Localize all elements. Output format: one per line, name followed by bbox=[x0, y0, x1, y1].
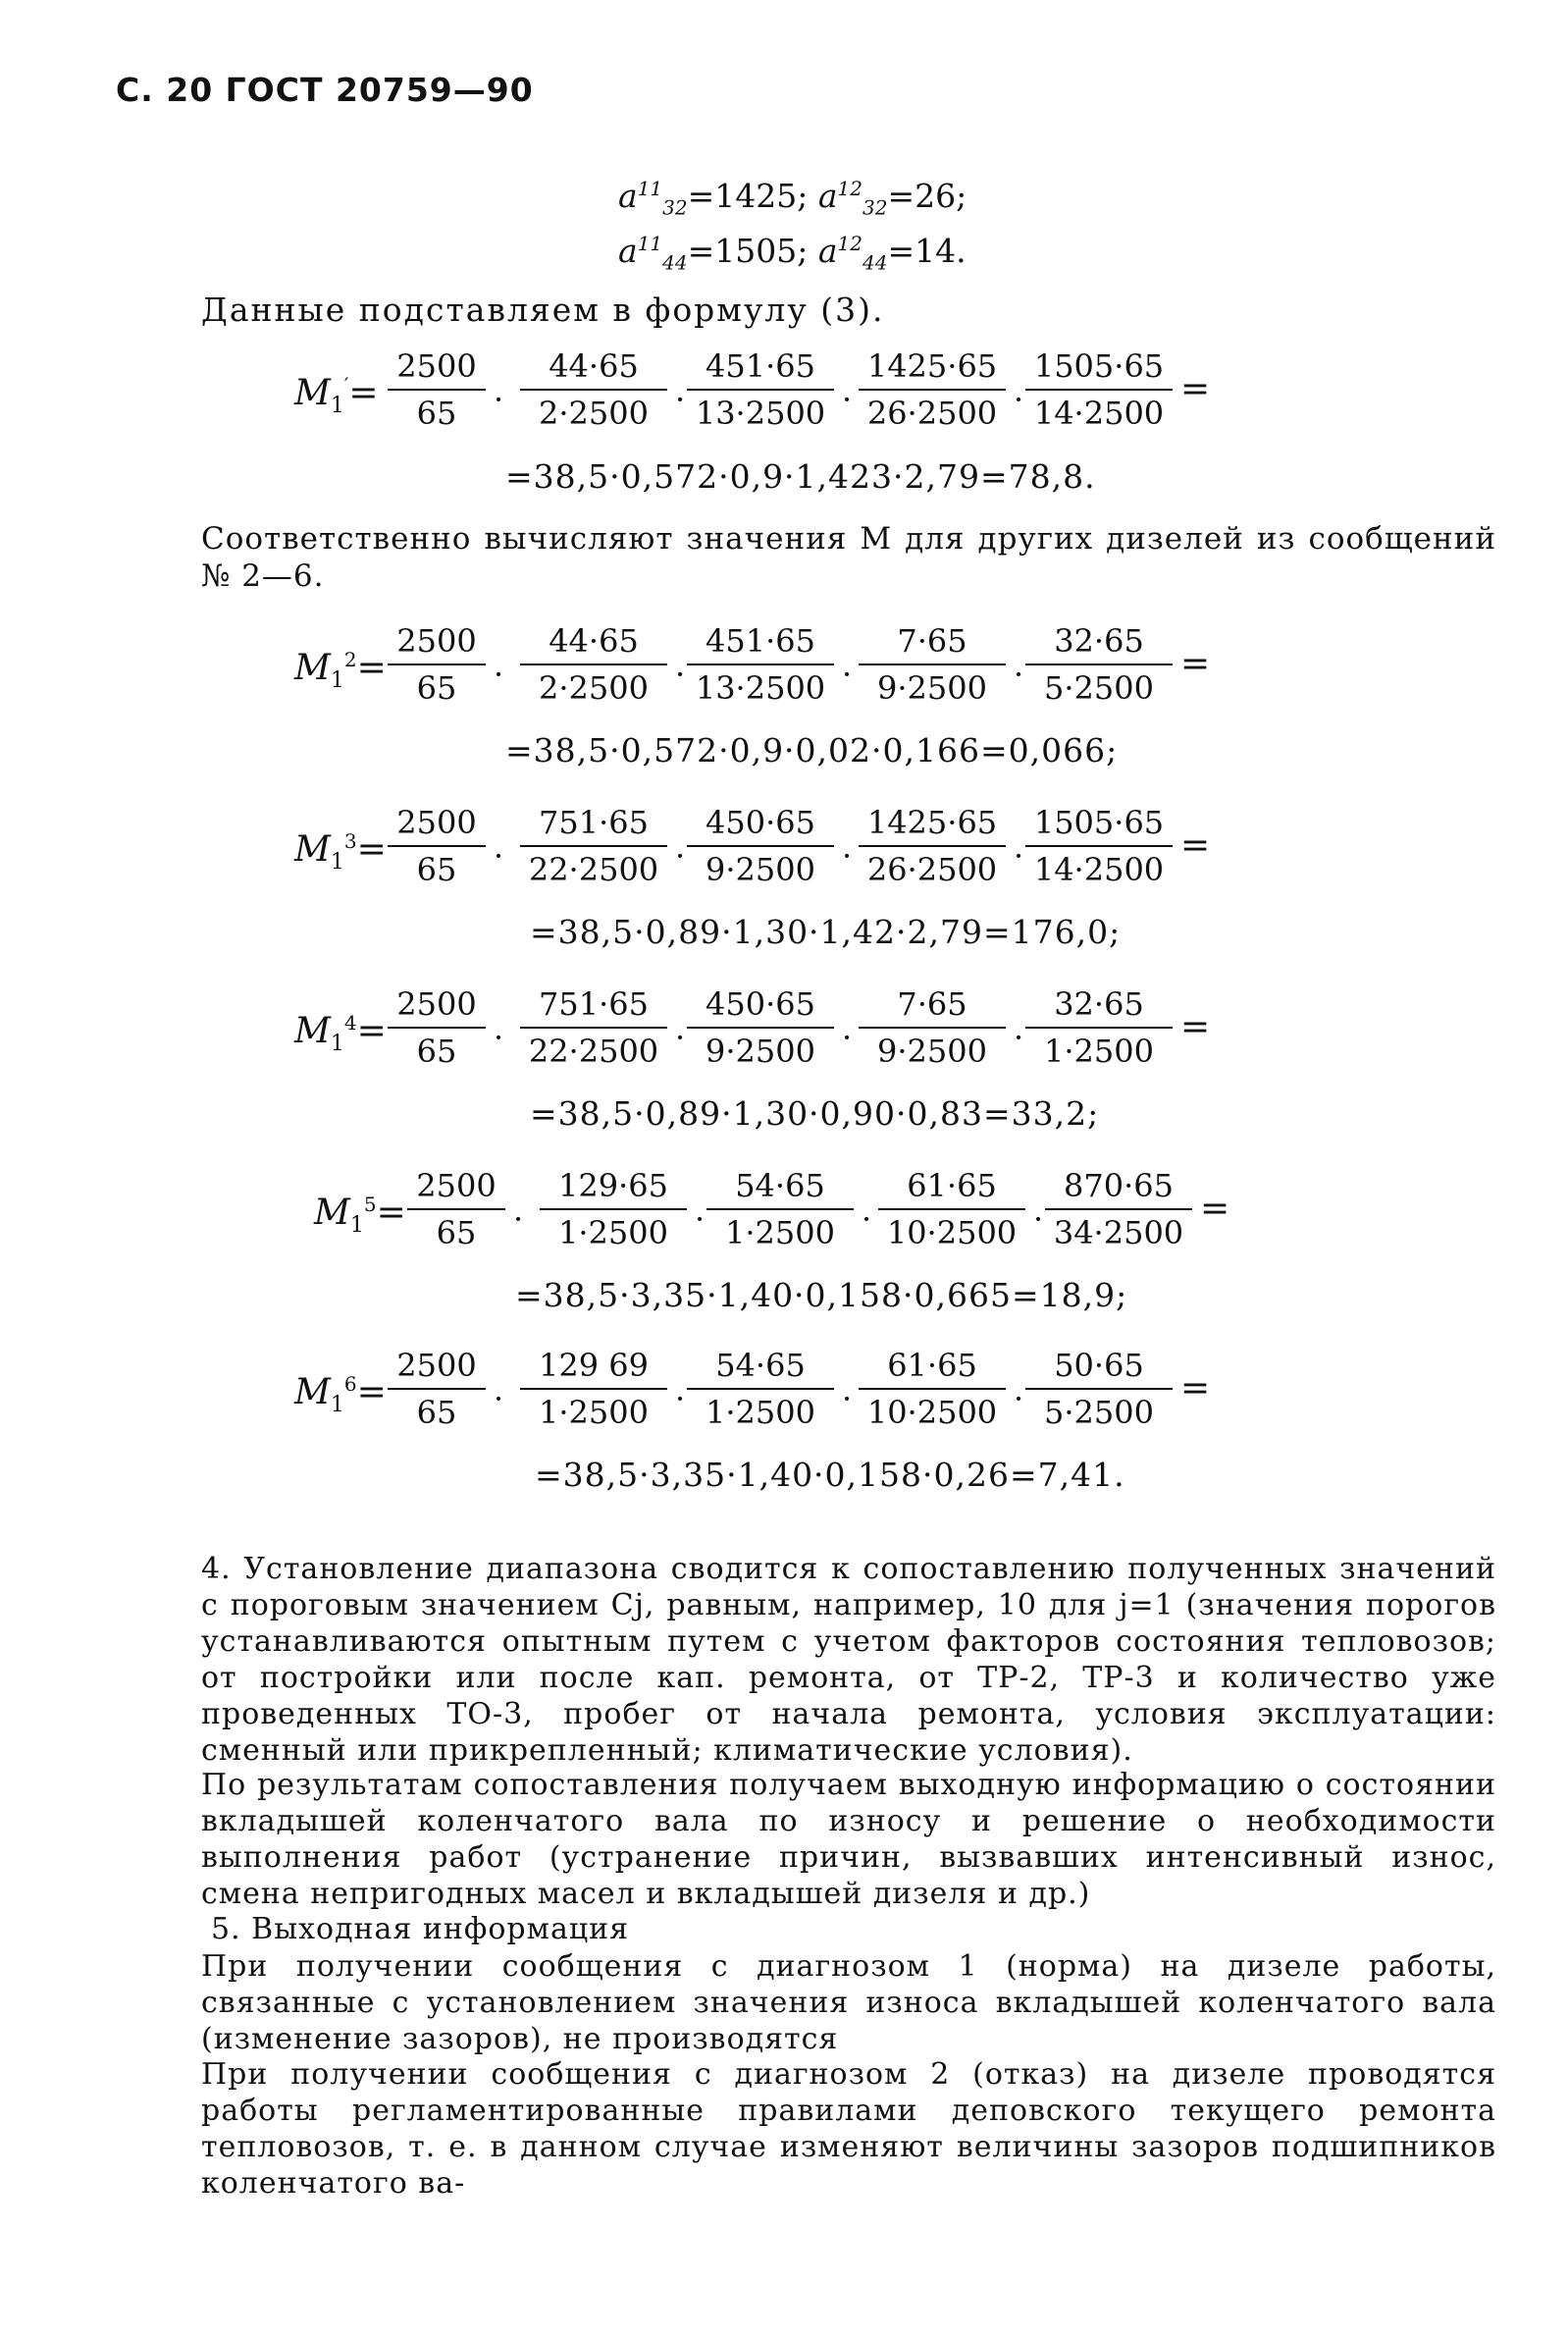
fraction bbox=[687, 618, 834, 711]
fraction-denominator: 14·2500 bbox=[1033, 395, 1165, 432]
page-header: С. 20 ГОСТ 20759—90 bbox=[116, 71, 534, 109]
fraction bbox=[520, 1343, 667, 1435]
multiply-dot: · bbox=[1014, 1380, 1024, 1417]
fraction-numerator: 2500 bbox=[396, 985, 477, 1023]
multiply-dot: · bbox=[675, 1380, 686, 1417]
fraction-denominator: 14·2500 bbox=[1033, 851, 1165, 888]
formula-result-2: =38,5·0,572·0,9·0,02·0,166=0,066; bbox=[505, 731, 1119, 770]
multiply-dot: · bbox=[494, 656, 504, 693]
fraction-denominator: 1·2500 bbox=[558, 1214, 668, 1251]
formula-lhs: $M_1^2=$ bbox=[294, 648, 387, 694]
fraction bbox=[520, 618, 667, 711]
multiply-dot: · bbox=[675, 837, 686, 875]
fraction-numerator: 1425·65 bbox=[866, 347, 998, 385]
multiply-dot: · bbox=[842, 837, 853, 875]
fraction-denominator: 9·2500 bbox=[706, 851, 815, 888]
fraction bbox=[1025, 1343, 1173, 1435]
fraction-numerator: 61·65 bbox=[887, 1347, 977, 1384]
fraction bbox=[520, 344, 667, 436]
multiply-dot: · bbox=[695, 1200, 706, 1238]
fraction-denominator: 5·2500 bbox=[1044, 669, 1154, 707]
multiply-dot: · bbox=[494, 837, 504, 875]
fraction bbox=[1025, 800, 1173, 892]
formula-result-6: =38,5·3,35·1,40·0,158·0,26=7,41. bbox=[535, 1456, 1125, 1494]
fraction-numerator: 1505·65 bbox=[1033, 804, 1165, 841]
fraction-denominator: 10·2500 bbox=[866, 1394, 998, 1431]
multiply-dot: · bbox=[675, 381, 686, 418]
fraction-numerator: 751·65 bbox=[539, 985, 649, 1023]
formula-result-3: =38,5·0,89·1,30·1,42·2,79=176,0; bbox=[530, 913, 1122, 951]
multiply-dot: · bbox=[1014, 837, 1024, 875]
fraction-numerator: 44·65 bbox=[549, 347, 639, 385]
coefficients-row-2: $a^{11}_{44}=1505$; $a^{12}_{44}=14$. bbox=[618, 232, 967, 275]
paragraph-diagnosis-1: При получении сообщения с диагнозом 1 (норма) на дизеле работы, связанные с установлением значения износа вкладышей коленчатого вала (изменение зазоров), не производятся bbox=[201, 1949, 1496, 2056]
fraction-numerator: 2500 bbox=[396, 347, 477, 385]
fraction bbox=[520, 800, 667, 892]
fraction-numerator: 32·65 bbox=[1054, 622, 1144, 660]
formula-result-4: =38,5·0,89·1,30·0,90·0,83=33,2; bbox=[530, 1094, 1100, 1133]
equals-sign: = bbox=[1180, 369, 1211, 409]
multiply-dot: · bbox=[1033, 1200, 1044, 1238]
multiply-dot: · bbox=[494, 381, 504, 418]
fraction-denominator: 9·2500 bbox=[706, 1033, 815, 1070]
fraction-denominator: 22·2500 bbox=[528, 851, 659, 888]
fraction-denominator: 65 bbox=[416, 1033, 457, 1070]
fraction-denominator: 10·2500 bbox=[886, 1214, 1018, 1251]
fraction-denominator: 1·2500 bbox=[539, 1394, 649, 1431]
multiply-dot: · bbox=[862, 1200, 872, 1238]
formula-lhs: $M_1'=$ bbox=[294, 373, 379, 419]
fraction bbox=[540, 1163, 687, 1255]
fraction-numerator: 50·65 bbox=[1054, 1347, 1144, 1384]
fraction bbox=[859, 618, 1006, 711]
multiply-dot: · bbox=[842, 656, 853, 693]
multiply-dot: · bbox=[1014, 1019, 1024, 1056]
correspondingly-text: Соответственно вычисляют значения М для других дизелей из сообщений № 2—6. bbox=[201, 521, 1496, 594]
fraction bbox=[1025, 618, 1173, 711]
fraction-numerator: 44·65 bbox=[549, 622, 639, 660]
fraction-numerator: 2500 bbox=[396, 622, 477, 660]
coef-a: a bbox=[618, 232, 638, 270]
multiply-dot: · bbox=[494, 1019, 504, 1056]
multiply-dot: · bbox=[675, 656, 686, 693]
fraction bbox=[859, 1343, 1006, 1435]
fraction-numerator: 7·65 bbox=[897, 622, 967, 660]
intro-text: Данные подставляем в формулу (3). bbox=[201, 291, 885, 329]
equals-sign: = bbox=[1180, 644, 1211, 684]
multiply-dot: · bbox=[675, 1019, 686, 1056]
paragraph-4-threshold: 4. Установление диапазона сводится к сопоставлению полученных значений с пороговым значением Cj, равным, например, 10 для j=1 (значения порогов устанавливаются опытным путем с учетом факторов состояния тепловозов; от постройки или после кап. ремонта, от ТР-2, ТР-3 и количество уже проведенных ТО-3, пробег от начала ремонта, условия эксплуатации: сменный или прикрепленный; климатические условия). bbox=[201, 1552, 1496, 1768]
fraction bbox=[1025, 344, 1173, 436]
equals-sign: = bbox=[1180, 825, 1211, 866]
fraction-numerator: 2500 bbox=[396, 804, 477, 841]
fraction-denominator: 65 bbox=[416, 669, 457, 707]
fraction-numerator: 2500 bbox=[416, 1167, 497, 1204]
equals-sign: = bbox=[1200, 1189, 1230, 1229]
fraction-numerator: 129 69 bbox=[539, 1347, 649, 1384]
fraction bbox=[859, 982, 1006, 1074]
fraction-numerator: 2500 bbox=[396, 1347, 477, 1384]
fraction bbox=[388, 618, 486, 711]
fraction-denominator: 65 bbox=[436, 1214, 477, 1251]
fraction bbox=[687, 1343, 834, 1435]
fraction bbox=[388, 1343, 486, 1435]
paragraph-5-heading: 5. Выходная информация bbox=[211, 1912, 630, 1946]
fraction bbox=[859, 800, 1006, 892]
multiply-dot: · bbox=[842, 381, 853, 418]
fraction-denominator: 1·2500 bbox=[725, 1214, 835, 1251]
fraction bbox=[859, 344, 1006, 436]
fraction-numerator: 61·65 bbox=[907, 1167, 997, 1204]
coef-a: a bbox=[618, 177, 638, 215]
fraction-numerator: 32·65 bbox=[1054, 985, 1144, 1023]
fraction-numerator: 450·65 bbox=[706, 985, 815, 1023]
fraction bbox=[1025, 982, 1173, 1074]
fraction bbox=[388, 982, 486, 1074]
fraction-denominator: 13·2500 bbox=[695, 669, 826, 707]
coef-a: a bbox=[817, 177, 838, 215]
fraction-numerator: 1425·65 bbox=[866, 804, 998, 841]
formula-lhs: $M_1^6=$ bbox=[294, 1372, 387, 1418]
multiply-dot: · bbox=[1014, 381, 1024, 418]
fraction-numerator: 451·65 bbox=[706, 622, 815, 660]
coef-a: a bbox=[817, 232, 838, 270]
multiply-dot: · bbox=[494, 1380, 504, 1417]
fraction-denominator: 34·2500 bbox=[1053, 1214, 1184, 1251]
fraction bbox=[687, 982, 834, 1074]
formula-lhs: $M_1^3=$ bbox=[294, 829, 387, 876]
formula-lhs: $M_1^5=$ bbox=[314, 1193, 406, 1239]
fraction bbox=[878, 1163, 1025, 1255]
fraction-denominator: 2·2500 bbox=[539, 395, 649, 432]
paragraph-diagnosis-2: При получении сообщения с диагнозом 2 (отказ) на дизеле проводятся работы регламентированные правилами деповского текущего ремонта тепловозов, т. е. в данном случае изменяют величины зазоров подшипников коленчатого ва- bbox=[201, 2057, 1496, 2201]
fraction-denominator: 65 bbox=[416, 851, 457, 888]
fraction-numerator: 1505·65 bbox=[1033, 347, 1165, 385]
coefficients-row-1: $a^{11}_{32}=1425$; $a^{12}_{32}=26$; bbox=[618, 177, 967, 220]
formula-result-1: =38,5·0,572·0,9·1,423·2,79=78,8. bbox=[505, 457, 1096, 496]
fraction-denominator: 22·2500 bbox=[528, 1033, 659, 1070]
fraction-numerator: 751·65 bbox=[539, 804, 649, 841]
fraction bbox=[388, 344, 486, 436]
fraction-numerator: 7·65 bbox=[897, 985, 967, 1023]
fraction-denominator: 65 bbox=[416, 395, 457, 432]
multiply-dot: · bbox=[842, 1380, 853, 1417]
fraction bbox=[520, 982, 667, 1074]
fraction-denominator: 1·2500 bbox=[706, 1394, 815, 1431]
fraction-denominator: 26·2500 bbox=[866, 851, 998, 888]
fraction-numerator: 451·65 bbox=[706, 347, 815, 385]
fraction-denominator: 2·2500 bbox=[539, 669, 649, 707]
fraction-denominator: 65 bbox=[416, 1394, 457, 1431]
fraction-denominator: 9·2500 bbox=[877, 1033, 987, 1070]
fraction bbox=[687, 800, 834, 892]
fraction bbox=[687, 344, 834, 436]
formula-lhs: $M_1^4=$ bbox=[294, 1011, 387, 1057]
fraction-numerator: 129·65 bbox=[558, 1167, 668, 1204]
fraction-denominator: 9·2500 bbox=[877, 669, 987, 707]
formula-result-5: =38,5·3,35·1,40·0,158·0,665=18,9; bbox=[515, 1276, 1128, 1314]
fraction-denominator: 26·2500 bbox=[866, 395, 998, 432]
fraction-numerator: 54·65 bbox=[715, 1347, 806, 1384]
equals-sign: = bbox=[1180, 1007, 1211, 1047]
fraction-denominator: 13·2500 bbox=[695, 395, 826, 432]
fraction bbox=[407, 1163, 505, 1255]
fraction-numerator: 450·65 bbox=[706, 804, 815, 841]
fraction-denominator: 5·2500 bbox=[1044, 1394, 1154, 1431]
fraction bbox=[706, 1163, 854, 1255]
multiply-dot: · bbox=[513, 1200, 524, 1238]
equals-sign: = bbox=[1180, 1368, 1211, 1408]
fraction bbox=[388, 800, 486, 892]
paragraph-results: По результатам сопоставления получаем выходную информацию о состоянии вкладышей коленчатого вала по износу и решение о необходимости выполнения работ (устранение причин, вызвавших интенсивный износ, смена непригодных масел и вкладышей дизеля и др.) bbox=[201, 1768, 1496, 1911]
fraction-numerator: 54·65 bbox=[735, 1167, 825, 1204]
multiply-dot: · bbox=[1014, 656, 1024, 693]
multiply-dot: · bbox=[842, 1019, 853, 1056]
fraction-denominator: 1·2500 bbox=[1044, 1033, 1154, 1070]
fraction bbox=[1045, 1163, 1192, 1255]
fraction-numerator: 870·65 bbox=[1064, 1167, 1174, 1204]
